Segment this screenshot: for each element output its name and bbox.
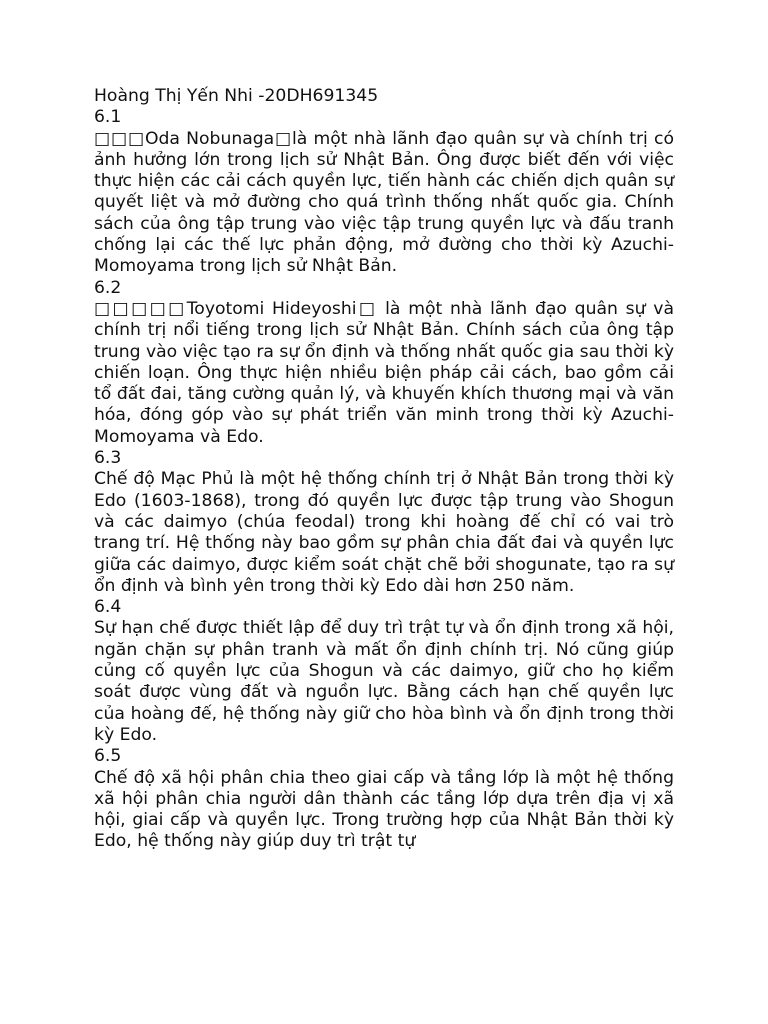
author-line: Hoàng Thị Yến Nhi -20DH691345: [94, 86, 379, 106]
section-number-6-2: 6.2: [94, 277, 122, 298]
section-text-6-3: Chế độ Mạc Phủ là một hệ thống chính trị ở Nhật Bản trong thời kỳ Edo (1603-1868), trong đó quyền lực được tập trung vào Shogun và các daimyo (chúa feodal) trong khi hoàng đế chỉ có vai trò trang trí. Hệ thống này bao gồm sự phân chia đất đai và quyền lực giữa các daimyo, được kiểm soát chặt chẽ bởi shogunate, tạo ra sự ổn định và bình yên trong thời kỳ Edo dài hơn 250 năm.: [94, 469, 674, 596]
section-number-6-3: 6.3: [94, 448, 122, 469]
section-text-6-4: Sự hạn chế được thiết lập để duy trì trật tự và ổn định trong xã hội, ngăn chặn sự phân tranh và mất ổn định chính trị. Nó cũng giúp củng cố quyền lực của Shogun và các daimyo, giữ cho họ kiểm soát được vùng đất và nguồn lực. Bằng cách hạn chế quyền lực của hoàng đế, hệ thống này giữ cho hòa bình và ổn định trong thời kỳ Edo.: [94, 618, 674, 745]
section-number-6-1: 6.1: [94, 107, 122, 128]
section-text-6-1: □□□Oda Nobunaga□là một nhà lãnh đạo quân sự và chính trị có ảnh hưởng lớn trong lịch sử Nhật Bản. Ông được biết đến với việc thực hiện các cải cách quyền lực, tiến hành các chiến dịch quân sự quyết liệt và mở đường cho quá trình thống nhất quốc gia. Chính sách của ông tập trung vào việc tập trung quyền lực và đấu tranh chống lại các thế lực phản động, mở đường cho thời kỳ Azuchi-Momoyama trong lịch sử Nhật Bản.: [94, 128, 674, 277]
section-number-6-4: 6.4: [94, 597, 122, 618]
section-text-6-2: □□□□□Toyotomi Hideyoshi□ là một nhà lãnh đạo quân sự và chính trị nổi tiếng trong lịch sử Nhật Bản. Chính sách của ông tập trung vào việc tạo ra sự ổn định và thống nhất quốc gia sau thời kỳ chiến loạn. Ông thực hiện nhiều biện pháp cải cách, bao gồm cải tổ đất đai, tăng cường quản lý, và khuyến khích thương mại và văn hóa, đóng góp vào sự phát triển văn minh trong thời kỳ Azuchi-Momoyama và Edo.: [94, 298, 674, 447]
section-text-6-5: Chế độ xã hội phân chia theo giai cấp và tầng lớp là một hệ thống xã hội phân chia người dân thành các tầng lớp dựa trên địa vị xã hội, giai cấp và quyền lực. Trong trường hợp của Nhật Bản thời kỳ Edo, hệ thống này giúp duy trì trật tự: [94, 767, 674, 852]
section-number-6-5: 6.5: [94, 746, 122, 767]
document-page: [94, 86, 674, 853]
